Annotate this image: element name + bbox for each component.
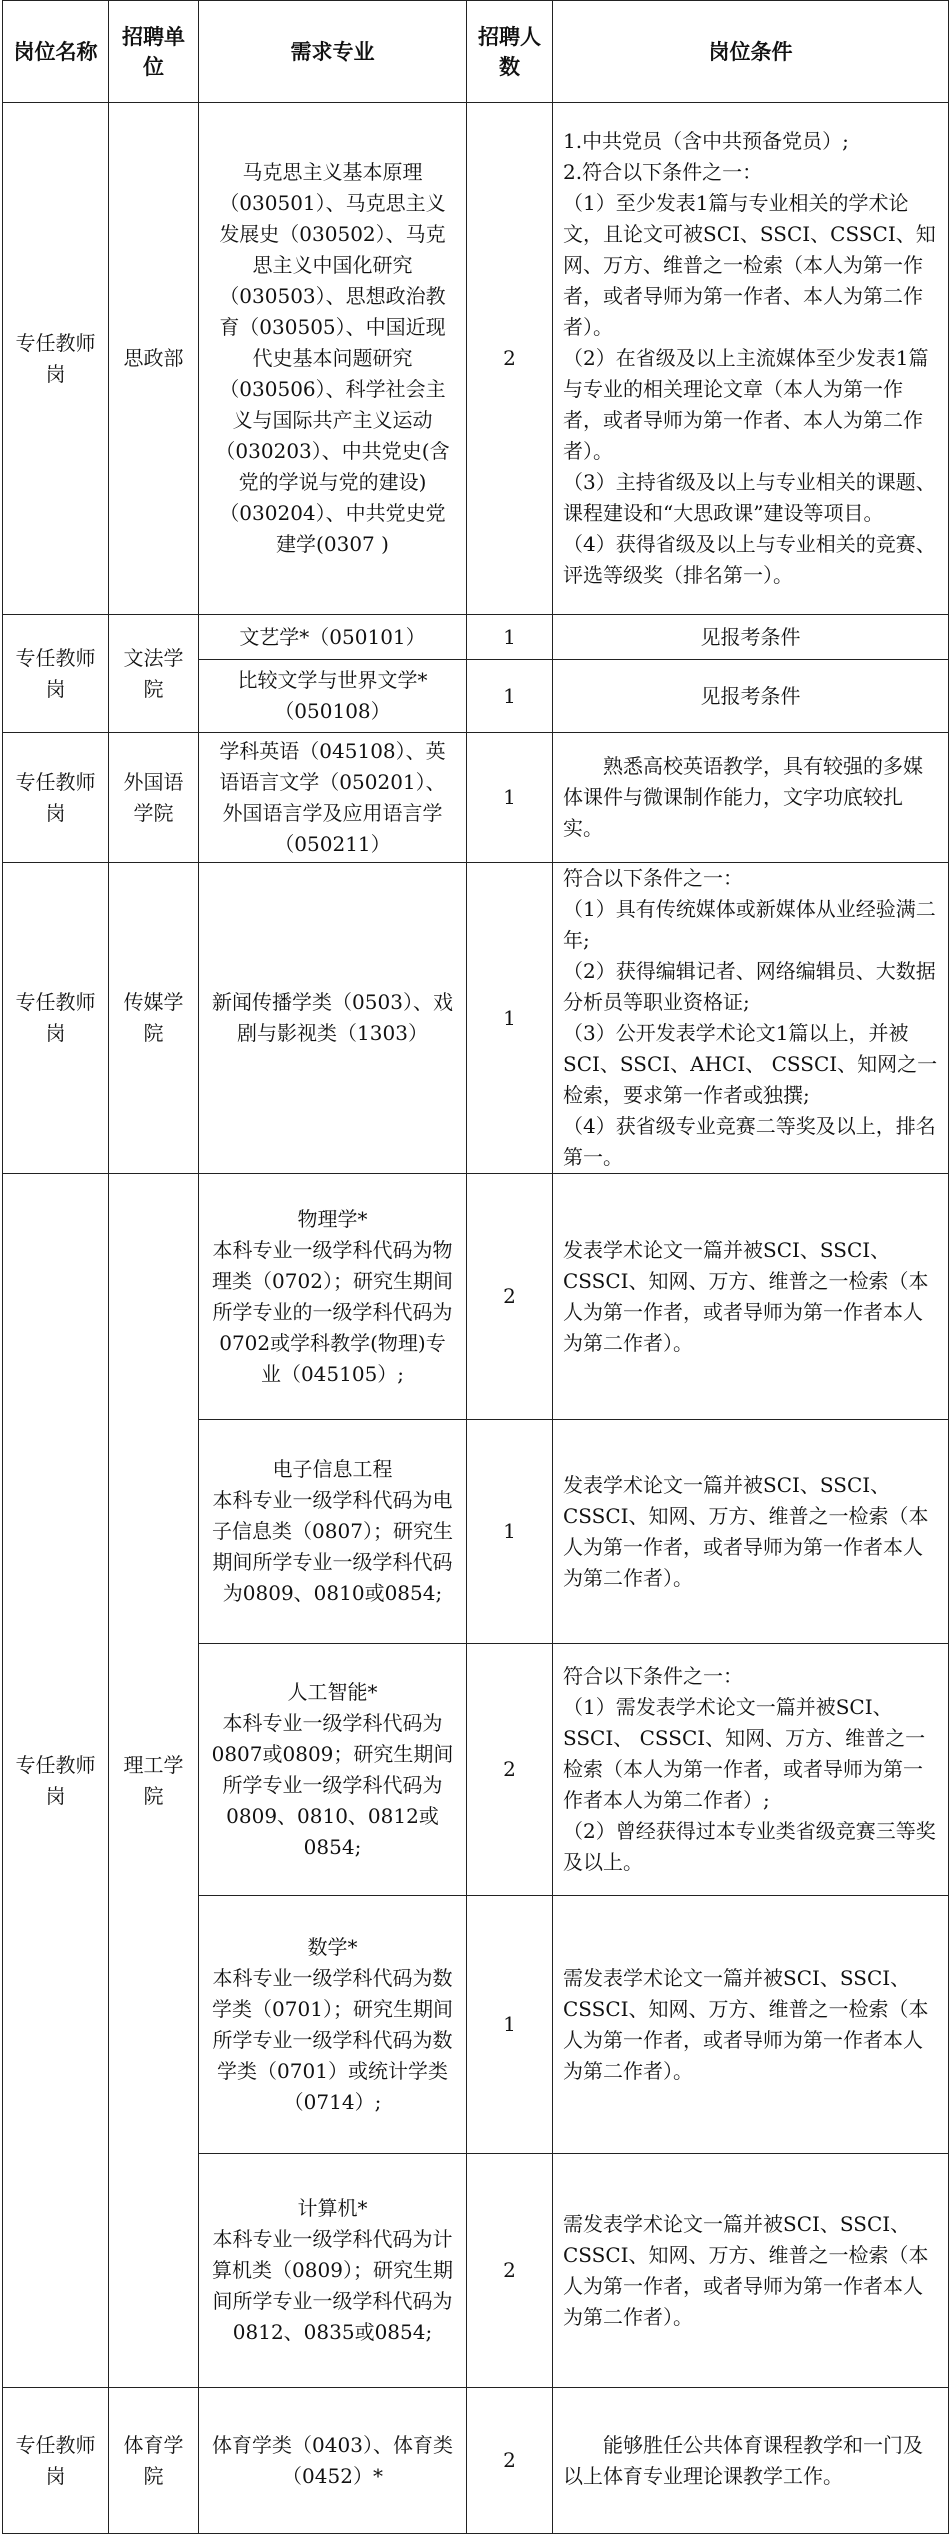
post-name: 专任教师岗 <box>3 2388 109 2534</box>
post-name: 专任教师岗 <box>3 863 109 1174</box>
conditions <box>553 1644 949 1896</box>
header-unit: 招聘单位 <box>109 1 199 103</box>
condition-line: 2.符合以下条件之一： <box>563 160 763 184</box>
post-name: 专任教师岗 <box>3 1174 109 2388</box>
conditions: 熟悉高校英语教学，具有较强的多媒体课件与微课制作能力，文字功底较扎实。 <box>553 733 949 863</box>
condition-line: （3）公开发表学术论文1篇以上，并被SCI、SSCI、AHCI、 CSSCI、知网之一检索，要求第一作者或独撰; <box>563 1021 938 1107</box>
condition-line: （2）曾经获得过本专业类省级竞赛三等奖及以上。 <box>563 1819 936 1874</box>
major-text <box>199 2154 467 2388</box>
major-title: 计算机* <box>297 2196 368 2220</box>
table-row <box>3 2388 949 2534</box>
unit-name: 文法学院 <box>109 615 199 733</box>
major-body: 本科专业一级学科代码为0807或0809；研究生期间所学专业一级学科代码为0809、0810、0812或0854; <box>211 1710 454 1859</box>
major-title: 数学* <box>307 1934 358 1959</box>
header-post: 岗位名称 <box>3 1 109 103</box>
major-text <box>199 1644 467 1896</box>
unit-name: 传媒学院 <box>109 863 199 1174</box>
major-title: 电子信息工程 <box>272 1457 393 1481</box>
major-text: 学科英语（045108）、英语语言文学（050201）、外国语言学及应用语言学（050211） <box>199 733 467 863</box>
header-num: 招聘人数 <box>467 1 553 103</box>
condition-line: 符合以下条件之一： <box>563 1664 743 1688</box>
recruitment-table <box>2 0 949 2534</box>
unit-name: 理工学院 <box>109 1174 199 2388</box>
major-text <box>199 1896 467 2154</box>
headcount: 1 <box>467 615 553 660</box>
unit-name: 体育学院 <box>109 2388 199 2534</box>
table-row <box>3 733 949 863</box>
headcount: 2 <box>467 2154 553 2388</box>
conditions: 见报考条件 <box>553 660 949 733</box>
conditions: 发表学术论文一篇并被SCI、SSCI、CSSCI、知网、万方、维普之一检索（本人为第一作者，或者导师为第一作者本人为第二作者）。 <box>553 1174 949 1420</box>
post-name: 专任教师岗 <box>3 103 109 615</box>
major-text: 比较文学与世界文学*（050108） <box>199 660 467 733</box>
condition-line: （2）获得编辑记者、网络编辑员、大数据分析员等职业资格证; <box>563 959 936 1014</box>
headcount: 1 <box>467 660 553 733</box>
table-row <box>3 103 949 615</box>
conditions: 需发表学术论文一篇并被SCI、SSCI、 CSSCI、知网、万方、维普之一检索（本人为第一作者，或者导师为第一作者本人为第二作者）。 <box>553 2154 949 2388</box>
headcount: 2 <box>467 2388 553 2534</box>
condition-line: （2）在省级及以上主流媒体至少发表1篇与专业的相关理论文章（本人为第一作者，或者导师为第一作者、本人为第二作者）。 <box>563 346 929 463</box>
headcount: 2 <box>467 103 553 615</box>
headcount: 1 <box>467 1420 553 1644</box>
major-text <box>199 1174 467 1420</box>
header-row <box>3 1 949 103</box>
post-name: 专任教师岗 <box>3 615 109 733</box>
major-body: 本科专业一级学科代码为数学类（0701）；研究生期间所学专业一级学科代码为数学类（0701）或统计学类（0714）; <box>212 1965 453 2114</box>
conditions <box>553 103 949 615</box>
headcount: 2 <box>467 1644 553 1896</box>
condition-line: （4）获得省级及以上与专业相关的竞赛、评选等级奖（排名第一）。 <box>563 532 936 587</box>
major-body: 本科专业一级学科代码为物理类（0702）；研究生期间所学专业的一级学科代码为0702或学科教学(物理)专业（045105）; <box>212 1237 453 1386</box>
conditions: 需发表学术论文一篇并被SCI、SSCI、 CSSCI、知网、万方、维普之一检索（本人为第一作者，或者导师为第一作者本人为第二作者）。 <box>553 1896 949 2154</box>
major-title: 人工智能* <box>287 1679 378 1704</box>
conditions <box>553 863 949 1174</box>
condition-line: （1）至少发表1篇与专业相关的学术论文，且论文可被SCI、SSCI、CSSCI、知网、万方、维普之一检索（本人为第一作者，或者导师为第一作者、本人为第二作者）。 <box>563 191 936 339</box>
major-text: 马克思主义基本原理（030501）、马克思主义发展史（030502）、马克思主义中国化研究（030503）、思想政治教育（030505）、中国近现代史基本问题研究（030506）、科学社会主义与国际共产主义运动（030203）、中共党史(含党的学说与党的建设)（030204）、中共党史党建学(0307 ) <box>199 103 467 615</box>
condition-line: （1）需发表学术论文一篇并被SCI、SSCI、 CSSCI、知网、万方、维普之一检索（本人为第一作者，或者导师为第一作者本人为第二作者）; <box>563 1695 926 1812</box>
condition-line: （1）具有传统媒体或新媒体从业经验满二年; <box>563 897 936 952</box>
major-body: 本科专业一级学科代码为电子信息类（0807）；研究生期间所学专业一级学科代码为0809、0810或0854; <box>212 1488 453 1605</box>
headcount: 1 <box>467 733 553 863</box>
header-cond: 岗位条件 <box>553 1 949 103</box>
post-name: 专任教师岗 <box>3 733 109 863</box>
conditions: 见报考条件 <box>553 615 949 660</box>
table-row <box>3 863 949 1174</box>
major-text <box>199 1420 467 1644</box>
condition-line: （4）获省级专业竞赛二等奖及以上，排名第一。 <box>563 1114 936 1169</box>
conditions: 能够胜任公共体育课程教学和一门及以上体育专业理论课教学工作。 <box>553 2388 949 2534</box>
conditions: 发表学术论文一篇并被SCI、SSCI、CSSCI、知网、万方、维普之一检索（本人为第一作者，或者导师为第一作者本人为第二作者）。 <box>553 1420 949 1644</box>
headcount: 1 <box>467 1896 553 2154</box>
major-text: 体育学类（0403）、体育类（0452）* <box>199 2388 467 2534</box>
major-body: 本科专业一级学科代码为计算机类（0809）；研究生期间所学专业一级学科代码为0812、0835或0854; <box>212 2227 453 2344</box>
unit-name: 外国语学院 <box>109 733 199 863</box>
table-row <box>3 615 949 660</box>
table-row <box>3 1174 949 1420</box>
major-title: 物理学* <box>297 1206 368 1231</box>
condition-line: 1.中共党员（含中共预备党员）; <box>563 129 849 153</box>
condition-line: （3）主持省级及以上与专业相关的课题、课程建设和“大思政课”建设等项目。 <box>563 470 936 525</box>
header-major: 需求专业 <box>199 1 467 103</box>
major-text: 文艺学*（050101） <box>199 615 467 660</box>
unit-name: 思政部 <box>109 103 199 615</box>
condition-line: 符合以下条件之一： <box>563 866 743 890</box>
headcount: 2 <box>467 1174 553 1420</box>
headcount: 1 <box>467 863 553 1174</box>
major-text: 新闻传播学类（0503）、戏剧与影视类（1303） <box>199 863 467 1174</box>
